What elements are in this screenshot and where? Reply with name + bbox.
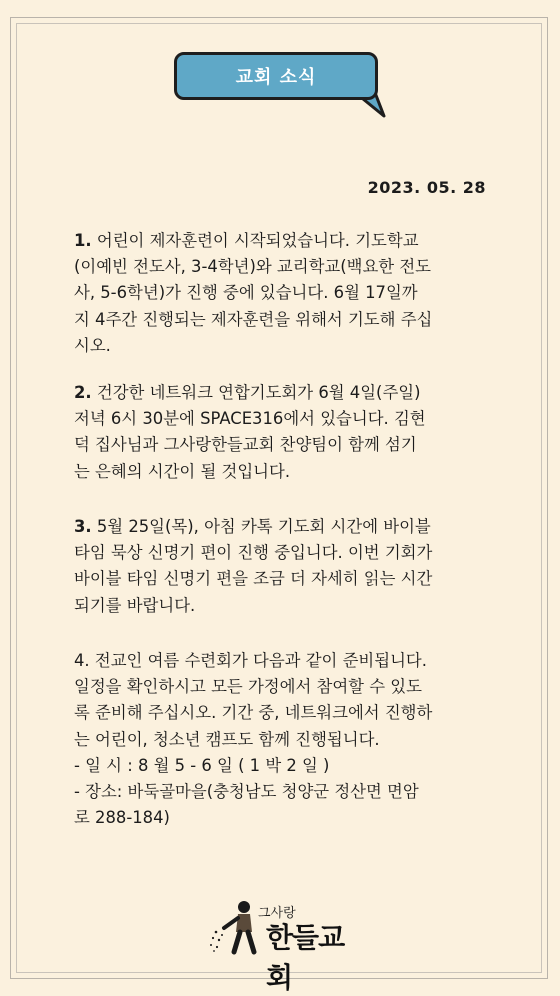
notice-line: 사, 5-6학년)가 진행 중에 있습니다. 6월 17일까 [74,283,418,303]
notice-line: 는 어린이, 청소년 캠프도 함께 진행됩니다. [74,729,380,749]
notice-line: 저녁 6시 30분에 SPACE316에서 있습니다. 김현 [74,409,426,429]
notice-line: - 장소: 바둑골마을(충청남도 청양군 정산면 면암 [74,782,419,802]
notice-line: 5월 25일(목), 아침 카톡 기도회 시간에 바이블 [96,517,431,536]
notice-line: 시오. [74,335,111,355]
notice-item-4 [74,648,498,831]
notice-line: 로 288-184) [74,808,170,828]
notice-number: 2. [74,383,92,402]
notice-item-1 [74,228,498,359]
notice-line: 건강한 네트워크 연합기도회가 6월 4일(주일) [96,383,421,402]
notice-line: 전교인 여름 수련회가 다음과 같이 준비됩니다. [94,651,427,670]
notice-line: (이예빈 전도사, 3-4학년)와 교리학교(백요한 전도 [74,257,432,277]
title-speech-bubble [174,52,388,118]
notice-item-2 [74,380,498,485]
notice-line: 지 4주간 진행되는 제자훈련을 위해서 기도해 주십 [74,309,433,329]
page-title: 교회 소식 [174,52,378,100]
notice-line: 록 준비해 주십시오. 기간 중, 네트워크에서 진행하 [74,703,433,723]
notice-item-3 [74,514,498,619]
notice-line: 바이블 타임 신명기 편을 조금 더 자세히 읽는 시간 [74,569,433,589]
logo-text: 한들교회 [266,921,345,994]
notice-number: 1. [74,231,92,250]
notice-line: 어린이 제자훈련이 시작되었습니다. 기도학교 [96,231,419,250]
notice-number: 3. [74,517,92,536]
notice-number: 4. [74,651,90,670]
notice-line: 되기를 바랍니다. [74,595,196,615]
notice-line: - 일 시 : 8 월 5 - 6 일 ( 1 박 2 일 ) [74,755,330,775]
notice-line: 타임 묵상 신명기 편이 진행 중입니다. 이번 기회가 [74,543,433,563]
church-logo [208,898,364,994]
notice-line: 덕 집사님과 그사랑한들교회 찬양팀이 함께 섬기 [74,435,417,455]
notice-line: 는 은혜의 시간이 될 것입니다. [74,461,291,481]
bulletin-date: 2023. 05. 28 [367,178,486,197]
logo-subtext: 그사랑 [258,906,296,921]
notice-line: 일정을 확인하시고 모든 가정에서 참여할 수 있도 [74,677,422,697]
